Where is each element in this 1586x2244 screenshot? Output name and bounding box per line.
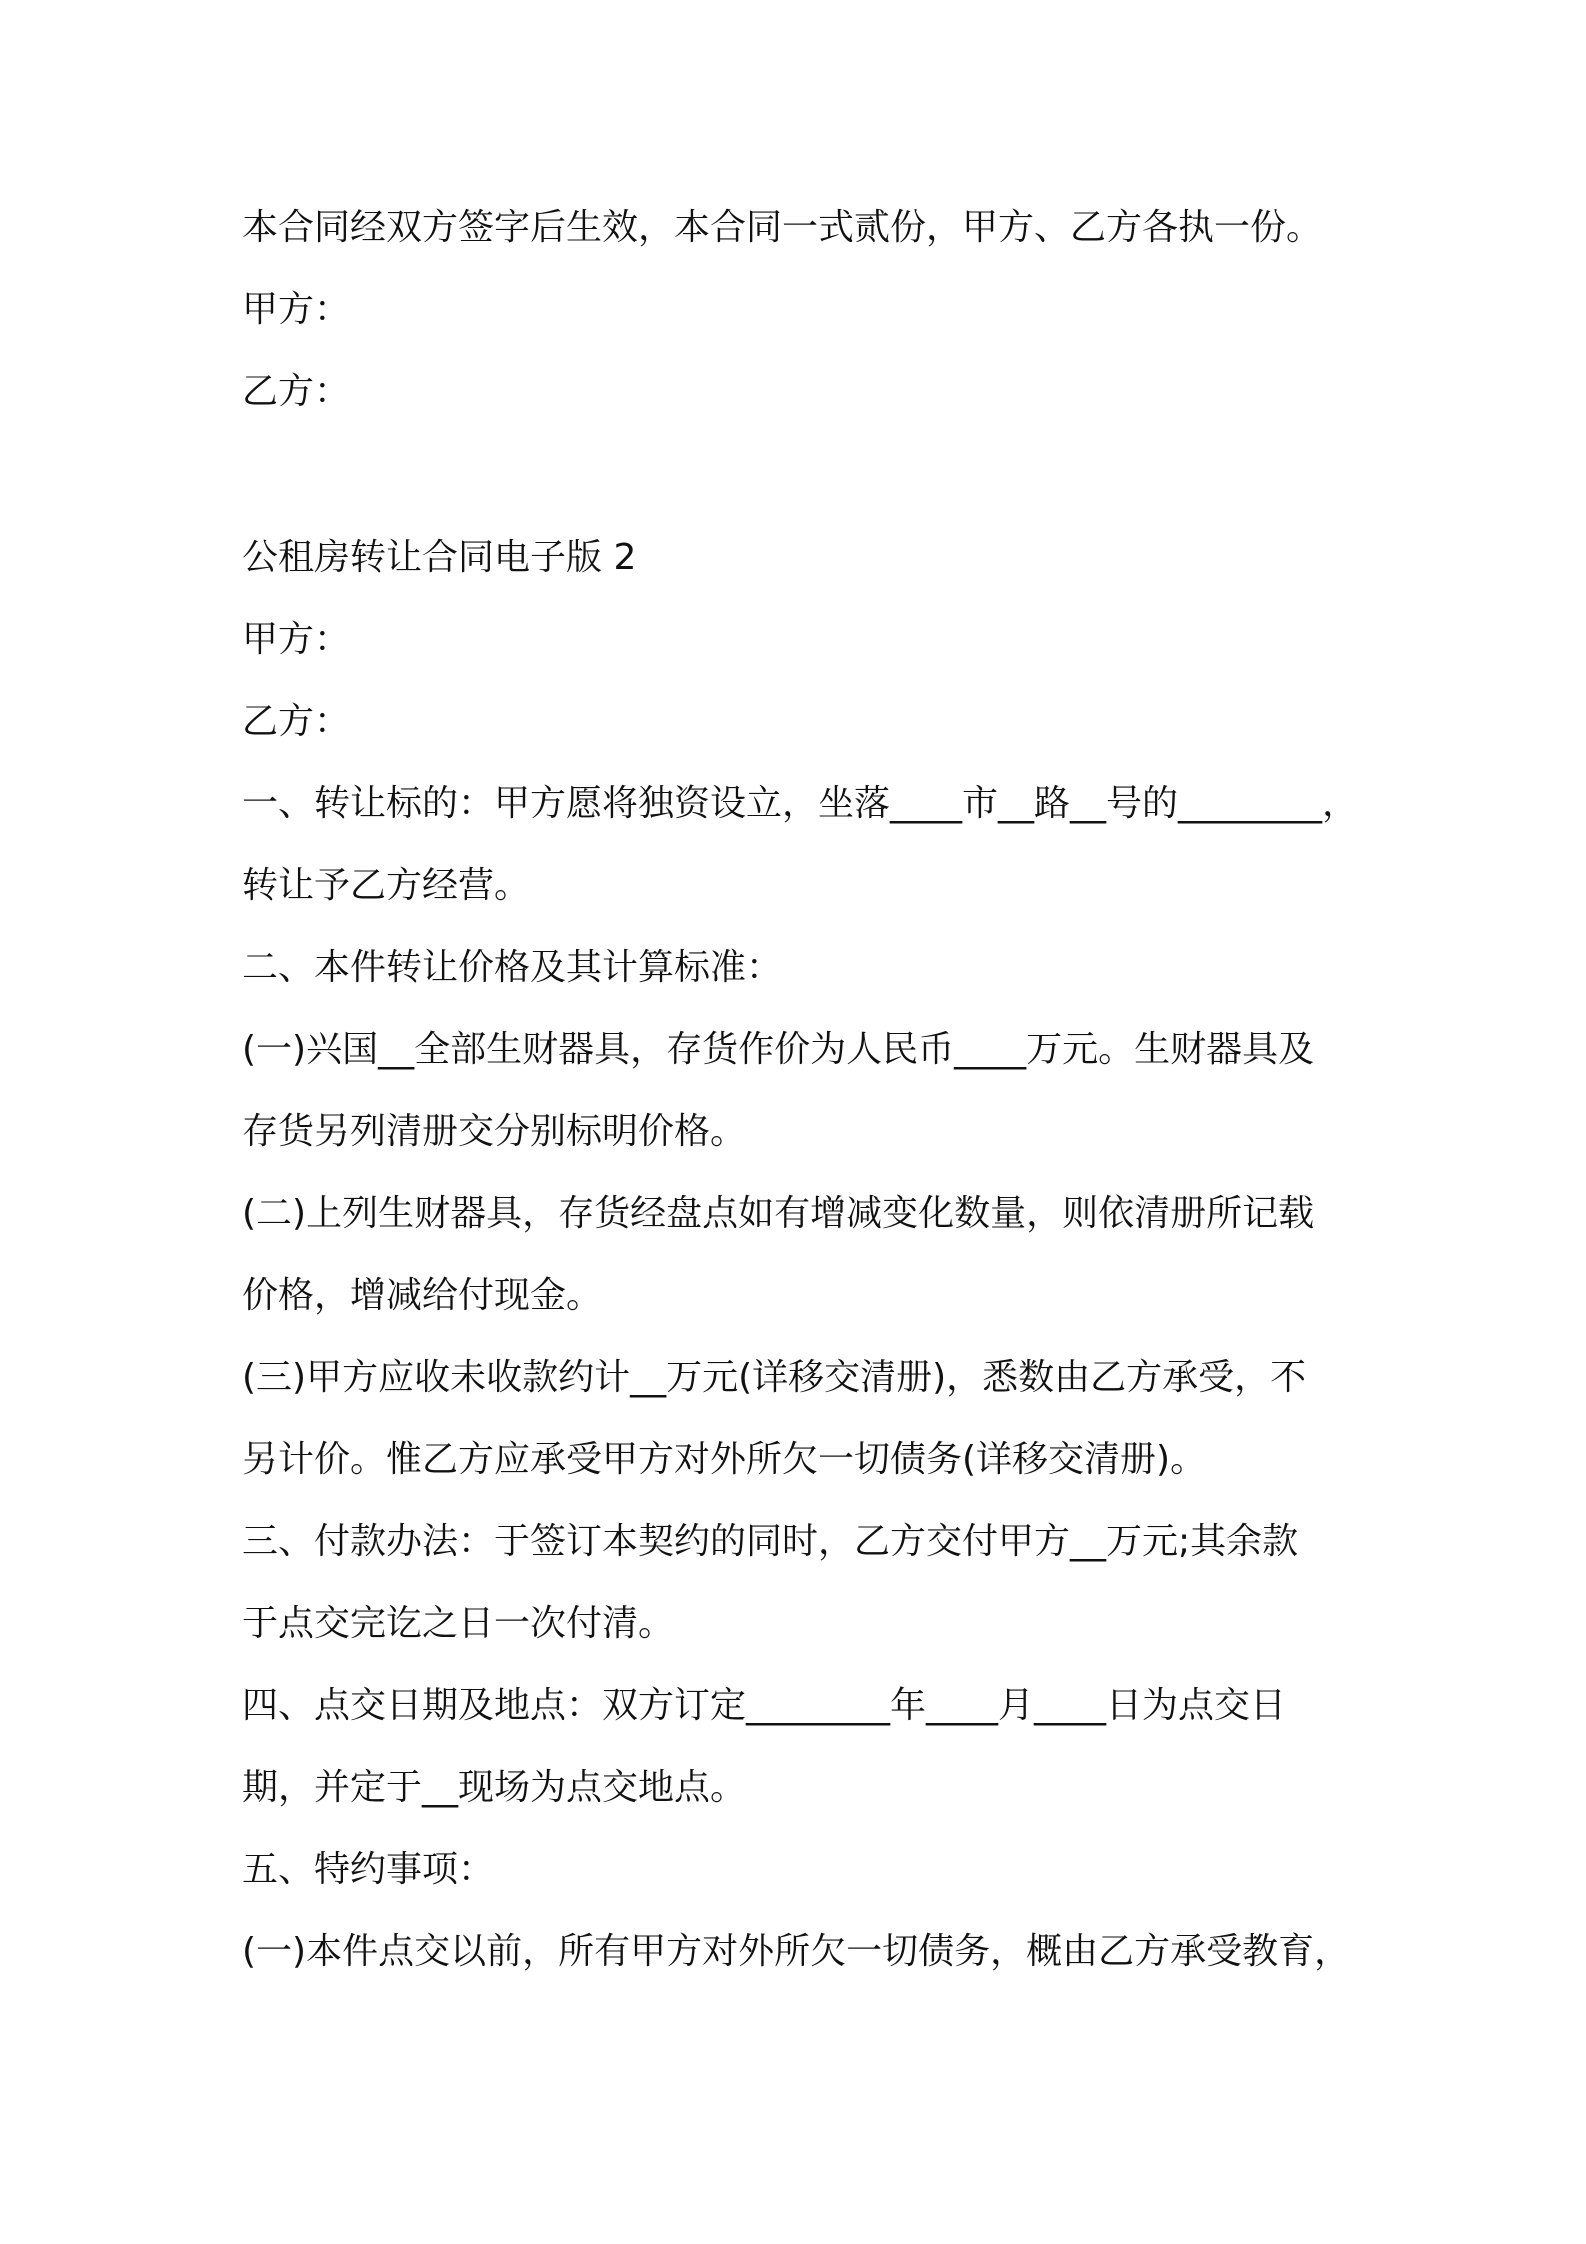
clause-2-2-line-1: (二)上列生财器具，存货经盘点如有增减变化数量，则依清册所记载 — [242, 1193, 1315, 1234]
clause-2-2-line-2: 价格，增减给付现金。 — [242, 1275, 603, 1316]
closing-clause: 本合同经双方签字后生效，本合同一式贰份，甲方、乙方各执一份。 — [242, 207, 1323, 248]
clause-2-1-line-1: (一)兴国__全部生财器具，存货作价为人民币____万元。生财器具及 — [242, 1029, 1315, 1070]
clause-4-line-1: 四、点交日期及地点：双方订定________年____月____日为点交日 — [242, 1685, 1287, 1726]
clause-4-line-2: 期，并定于__现场为点交地点。 — [242, 1767, 747, 1808]
clause-2-1-line-2: 存货另列清册交分别标明价格。 — [242, 1111, 747, 1152]
clause-1-line-2: 转让予乙方经营。 — [242, 865, 531, 906]
clause-2-3-line-1: (三)甲方应收未收款约计__万元(详移交清册)，悉数由乙方承受，不 — [242, 1357, 1307, 1398]
clause-5-1-line-1: (一)本件点交以前，所有甲方对外所欠一切债务，概由乙方承受教育， — [242, 1931, 1351, 1972]
party-a-label: 甲方： — [242, 619, 351, 660]
clause-2-3-line-2: 另计价。惟乙方应承受甲方对外所欠一切债务(详移交清册)。 — [242, 1439, 1207, 1480]
clause-3-line-1: 三、付款办法：于签订本契约的同时，乙方交付甲方__万元;其余款 — [242, 1521, 1299, 1562]
party-b-label: 乙方： — [242, 701, 351, 742]
contract-title: 公租房转让合同电子版 2 — [242, 537, 637, 578]
clause-3-line-2: 于点交完讫之日一次付清。 — [242, 1603, 675, 1644]
clause-1-line-1: 一、转让标的：甲方愿将独资设立，坐落____市__路__号的________， — [242, 783, 1359, 824]
clause-5-heading: 五、特约事项： — [242, 1849, 495, 1890]
clause-2-heading: 二、本件转让价格及其计算标准： — [242, 947, 783, 988]
party-a-signature-label: 甲方： — [242, 289, 351, 330]
party-b-signature-label: 乙方： — [242, 371, 351, 412]
